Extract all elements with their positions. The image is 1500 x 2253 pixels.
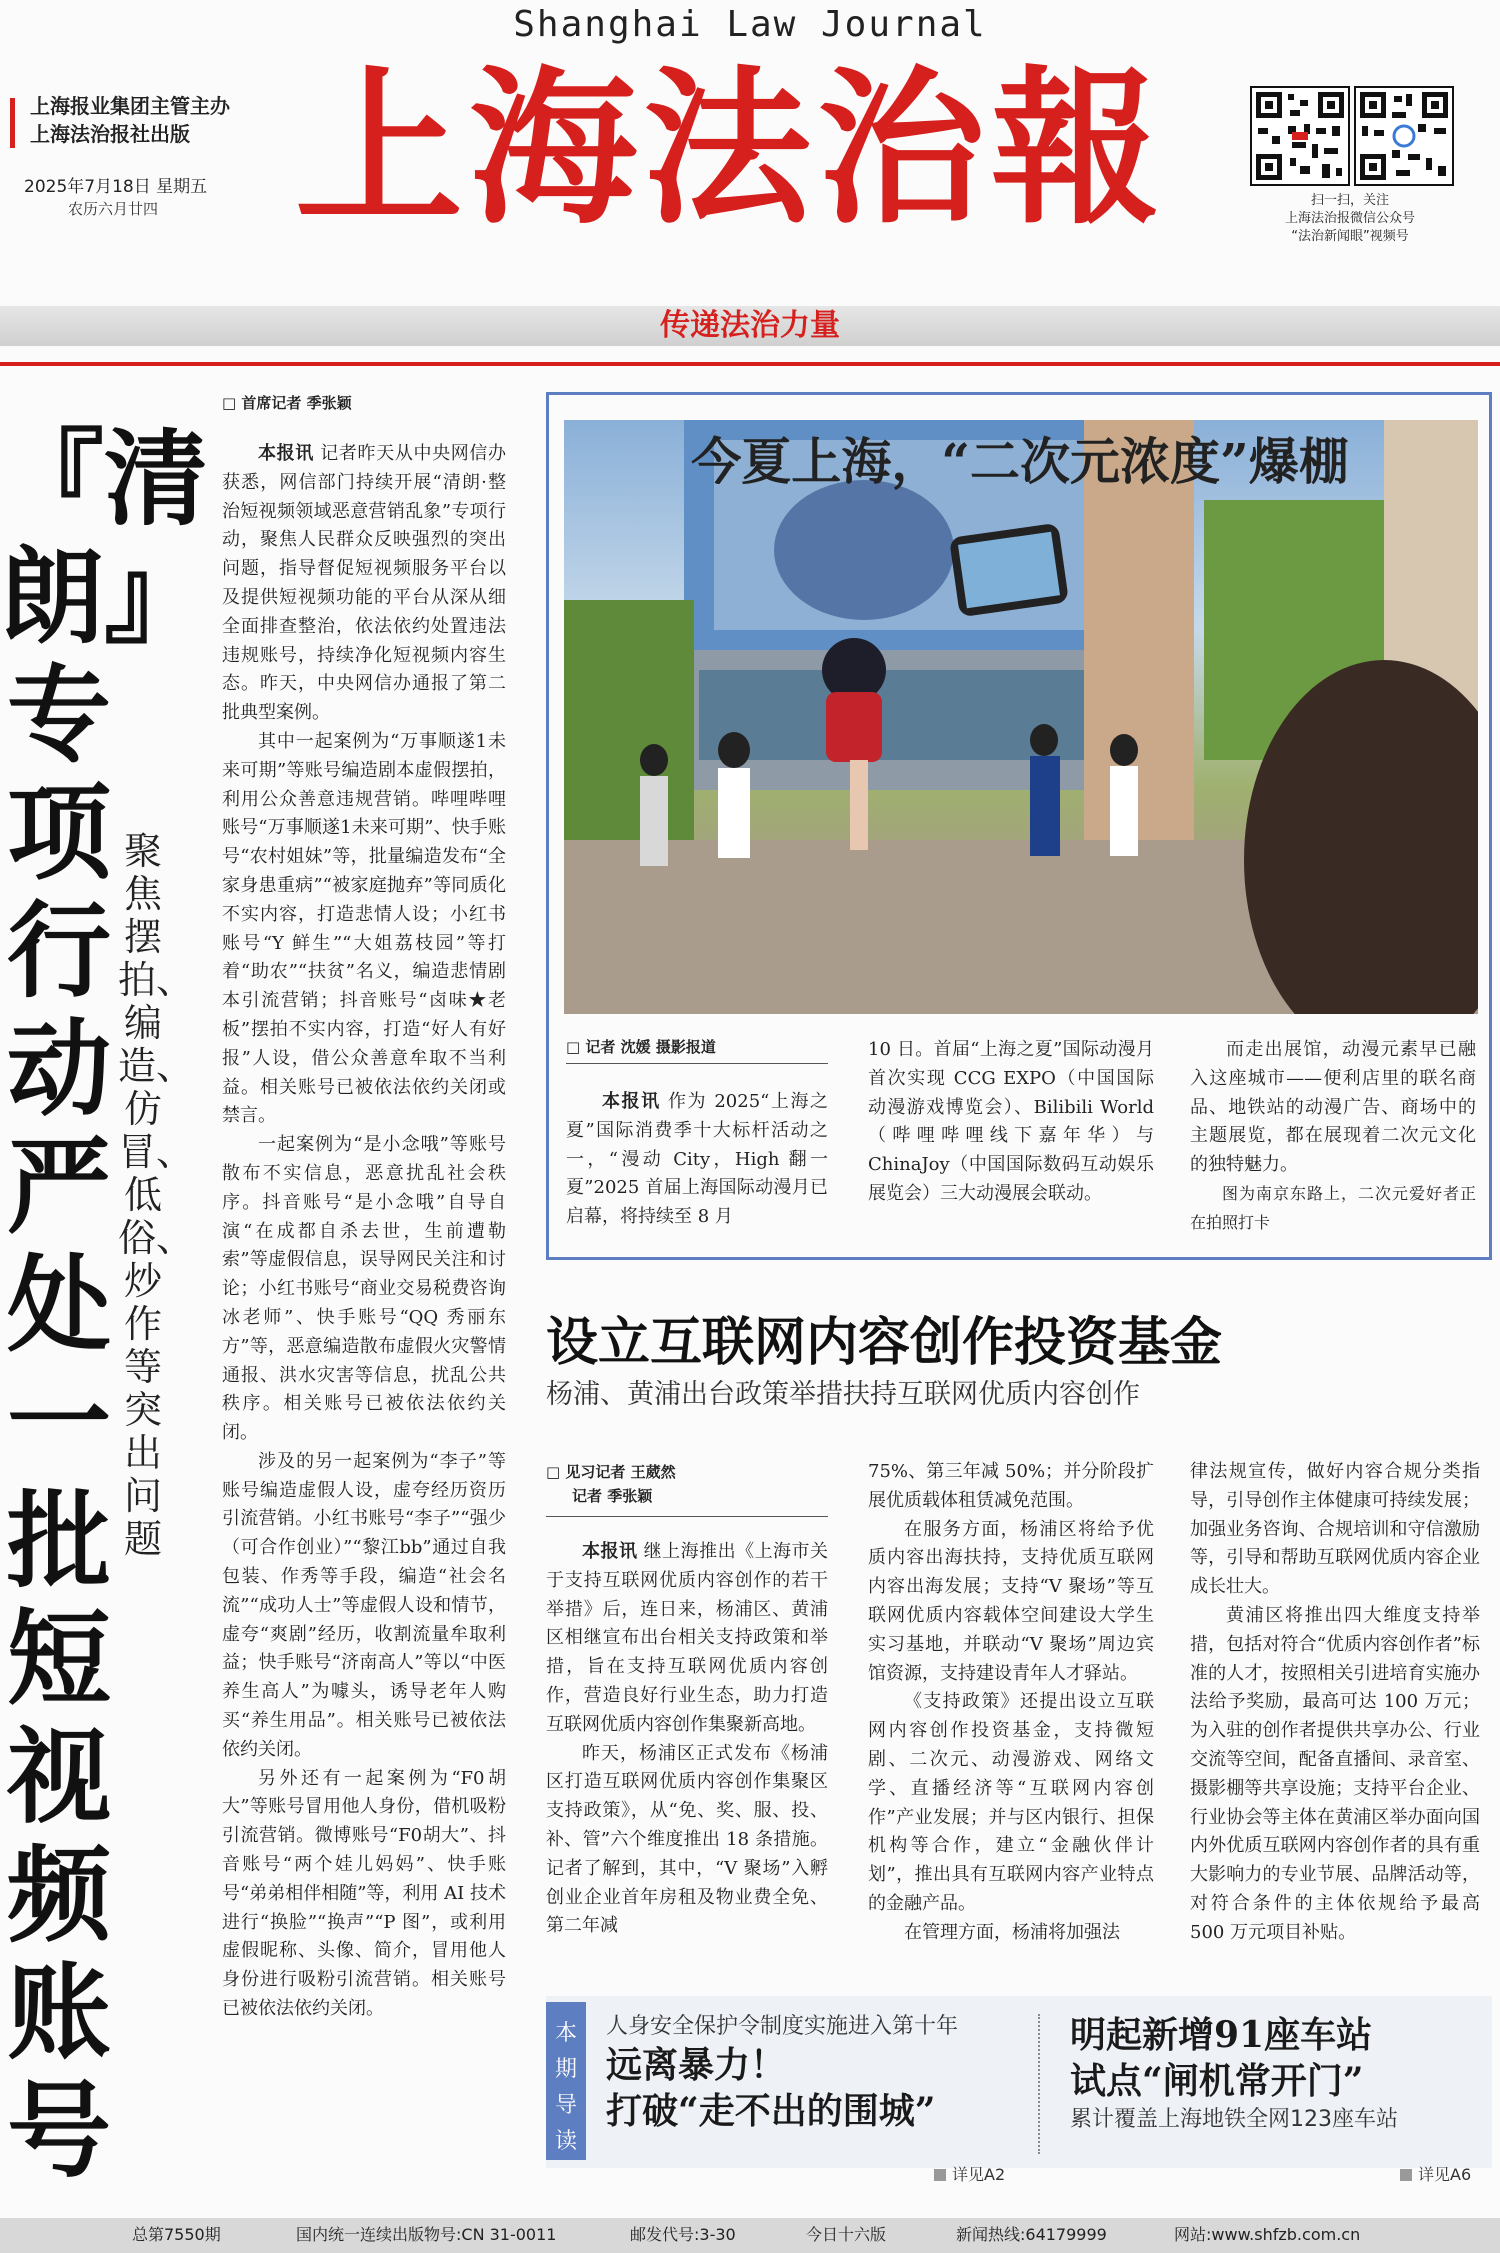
fund-col-1: 本报讯 继上海推出《上海市关于支持互联网优质内容创作的若干举措》后，连日来，杨浦区、黄浦区相继宣布出台相关支持政策和举措，旨在支持互联网优质内容创作，营造良好行业生态，助力打造互联网优质内容创作集聚新高地。 昨天，杨浦区正式发布《杨浦区打造互联网优质内容创作集聚区支持政策》，从“免、奖、服、投、补、管”六个维度推出 18 条措施。记者了解到，其中，“V 聚场”入孵创业企业首年房租及物业费全免、第二年减 <box>546 1541 829 1937</box>
fund-headline: 设立互联网内容创作投资基金 <box>546 1312 1223 1373</box>
square-icon <box>934 2169 946 2181</box>
video-channel-qr-icon[interactable] <box>1354 86 1454 186</box>
photo-story-col-2: 10 日。首届“上海之夏”国际动漫月首次实现 CCG EXPO（中国国际动漫游戏博览会）、Bilibili World（哔哩哔哩线下嘉年华）与 ChinaJoy（中国国际数码互动娱乐展览会）三大动漫展会联动。 <box>868 1039 1154 1204</box>
fund-byline: □ 见习记者 王葳然 记者 季张颖 <box>546 1463 676 1505</box>
paragraph: 另外还有一起案例为“F0胡大”等账号冒用他人身份，借机吸粉引流营销。微博账号“F0胡大”、抖音账号“两个娃儿妈妈”、快手账号“弟弟相伴相随”等，利用 AI 技术进行“换脸”“换声”“P 图”，或利用虚假昵称、头像、简介，冒用他人身份进行吸粉引流营销。相关账号已被依法依约关闭。 <box>222 1767 506 2020</box>
serial-number: 国内统一连续出版物号:CN 31-0011 <box>296 2225 557 2244</box>
byline-rule <box>566 1063 828 1064</box>
preview-tag <box>546 2002 586 2160</box>
teaser-ref-a2[interactable]: 详见A2 <box>934 2162 1005 2185</box>
photo-byline: □ 记者 沈媛 摄影报道 <box>566 1038 716 1056</box>
photo-caption: 图为南京东路上，二次元爱好者正在拍照打卡 <box>1190 1183 1476 1232</box>
masthead-title: 上海法治報 <box>295 49 1165 247</box>
website-link[interactable]: 网站:www.shfzb.com.cn <box>1174 2225 1361 2244</box>
postal-code: 邮发代号:3-30 <box>630 2225 736 2244</box>
lead-byline: □ 首席记者 季张颖 <box>222 394 352 412</box>
paragraph: 涉及的另一起案例为“李子”等账号编造虚假人设，虚夸经历资历引流营销。小红书账号“李子”“强少（可合作创业）”“黎江bb”通过自我包装、作秀等手段，编造“社会名流”“成功人士”等虚假人设和情节，虚夸“爽剧”经历，收割流量牟取利益；快手账号“济南高人”等以“中医养生高人”为噱头，诱导老年人购买“养生用品”。相关账号已被依法依约关闭。 <box>222 1450 506 1760</box>
publisher-info <box>30 92 230 148</box>
publisher-marker <box>10 98 15 148</box>
fund-subheadline: 杨浦、黄浦出台政策举措扶持互联网优质内容创作 <box>546 1379 1140 1410</box>
issue-number: 总第7550期 <box>132 2225 221 2244</box>
lead-subheadline: 聚焦摆拍、编造、仿冒、低俗、炒作等突出问题 <box>118 829 195 1561</box>
paragraph: 其中一起案例为“万事顺遂1未来可期”等账号编造剧本虚假摆拍，利用公众善意违规营销。哔哩哔哩账号“万事顺遂1未来可期”、快手账号“农村姐妹”等，批量编造发布“全家身患重病”“被家庭抛弃”等同质化不实内容，打造悲情人设；小红书账号“Y 鲜生”“大姐荔枝园”等打着“助农”“扶贫”名义，编造悲情剧本引流营销；抖音账号“卤味★老板”摆拍不实内容，打造“好人有好报”人设，借公众善意牟取不当利益。相关账号已被依法依约关闭或禁言。 <box>222 730 506 1127</box>
news-hotline: 新闻热线:64179999 <box>956 2225 1107 2244</box>
publisher-line: 上海法治报社出版 <box>30 122 190 146</box>
slogan: 传递法治力量 <box>660 308 840 343</box>
lead-headline: 『清朗』专项行动严处一批短视频账号 <box>0 417 209 2192</box>
teaser-ref-a6[interactable]: 详见A6 <box>1400 2162 1471 2185</box>
masthead-divider <box>0 362 1500 366</box>
byline-rule <box>546 1516 828 1517</box>
english-title: Shanghai Law Journal <box>513 4 987 45</box>
teaser-protection-order[interactable]: 人身安全保护令制度实施进入第十年 远离暴力！ 打破“走不出的围城” <box>606 2014 959 2132</box>
preview-tag-text: 本期导读 <box>555 2021 578 2154</box>
publisher-line: 上海报业集团主管主办 <box>30 94 230 118</box>
lunar-date: 农历六月廿四 <box>68 200 159 218</box>
issue-date: 2025年7月18日 星期五 <box>24 177 208 197</box>
paragraph: 一起案例为“是小念哦”等账号散布不实信息，恶意扰乱社会秩序。抖音账号“是小念哦”自导自演“在成都自杀去世，生前遭勒索”等虚假信息，误导网民关注和讨论；小红书账号“商业交易税费咨询冰老师”、快手账号“QQ 秀丽东方”等，恶意编造散布虚假火灾警情通报、洪水灾害等信息，扰乱公共秩序。相关账号已被依法依约关闭。 <box>222 1134 506 1444</box>
anime-photo <box>564 420 1478 1014</box>
fund-col-2: 75%、第三年减 50%；并分阶段扩展优质载体租赁减免范围。 在服务方面，杨浦区将给予优质内容出海扶持，支持优质互联网内容出海发展；支持“V 聚场”等互联网优质内容载体空间建设大学生实习基地，并联动“V 聚场”周边宾馆资源，支持建设青年人才驿站。 《支持政策》还提出设立互联网内容创作投资基金，支持微短剧、二次元、动漫游戏、网络文学、直播经济等“互联网内容创作”产业发展；并与区内银行、担保机构等合作，建立“金融伙伴计划”，推出具有互联网内容产业特点的金融产品。 在管理方面，杨浦将加强法 <box>868 1461 1154 1943</box>
fund-col-3: 律法规宣传，做好内容合规分类指导，引导创作主体健康可持续发展；加强业务咨询、合规培训和守信激励等，引导和帮助互联网优质内容企业成长壮大。 黄浦区将推出四大维度支持举措，包括对符合“优质内容创作者”标准的人才，按照相关引进培育实施办法给予奖励，最高可达 100 万元；为入驻的创作者提供共享办公、行业交流等空间，配备直播间、录音室、摄影棚等共享设施；支持平台企业、行业协会等主体在黄浦区举办面向国内外优质互联网内容创作者的具有重大影响力的专业节展、品牌活动等，对符合条件的主体依规给予最高 500 万元项目补贴。 <box>1190 1461 1480 1943</box>
page-count: 今日十六版 <box>806 2225 887 2244</box>
qr-caption: 扫一扫，关注 上海法治报微信公众号 “法治新闻眼”视频号 <box>1284 193 1415 244</box>
teaser-metro-gates[interactable]: 明起新增91座车站 试点“闸机常开门” 累计覆盖上海地铁全网123座车站 <box>1070 2014 1398 2132</box>
photo-story-col-1: 本报讯 作为 2025“上海之夏”国际消费季十大标杆活动之一，“漫动 City，High 翻一夏”2025 首届上海国际动漫月已启幕，将持续至 8 月 <box>566 1091 829 1228</box>
wechat-qr-icon[interactable] <box>1250 86 1350 186</box>
teaser-divider <box>1038 2014 1042 2154</box>
lead-body: 本报讯 记者昨天从中央网信办获悉，网信部门持续开展“清朗·整治短视频领域恶意营销乱象”专项行动，聚焦人民群众反映强烈的突出问题，指导督促短视频服务平台以及提供短视频功能的平台从深从细全面排查整治，依法依约处置违法违规账号，持续净化短视频内容生态。昨天，中央网信办通报了第二批典型案例。 其中一起案例为“万事顺遂1未来可期”等账号编造剧本虚假摆拍，利用公众善意违规营销。哔哩哔哩账号“万事顺遂1未来可期”、快手账号“农村姐妹”等，批量编造发布“全家身患重病”“被家庭抛弃”等同质化不实内容，打造悲情人设；小红书账号“Y 鲜生”“大姐荔枝园”等打着“助农”“扶贫”名义，编造悲情剧本引流营销；抖音账号“卤味★老板”摆拍不实内容，打造“好人有好报”人设，借公众善意牟取不当利益。相关账号已被依法依约关闭或禁言。 一起案例为“是小念哦”等账号散布不实信息，恶意扰乱社会秩序。抖音账号“是小念哦”自导自演“在成都自杀去世，生前遭勒索”等虚假信息，误导网民关注和讨论；小红书账号“商业交易税费咨询冰老师”、快手账号“QQ 秀丽东方”等，恶意编造散布虚假火灾警情通报、洪水灾害等信息，扰乱公共秩序。相关账号已被依法依约关闭。 涉及的另一起案例为“李子”等账号编造虚假人设，虚夸经历资历引流营销。小红书账号“李子”“强少（可合作创业）”“黎江bb”通过自我包装、作秀等手段，编造“社会名流”“成功人士”等虚假人设和情节，虚夸“爽剧”经历，收割流量牟取利益；快手账号“济南高人”等以“中医养生高人”为噱头，诱导老年人购买“养生用品”。相关账号已被依法依约关闭。 另外还有一起案例为“F0胡大”等账号冒用他人身份，借机吸粉引流营销。微博账号“F0胡大”、抖音账号“两个娃儿妈妈”、快手账号“弟弟相伴相随”等，利用 AI 技术进行“换脸”“换声”“P 图”，或利用虚假昵称、头像、简介，冒用他人身份进行吸粉引流营销。相关账号已被依法依约关闭。 <box>222 440 506 2170</box>
photo-headline: 今夏上海，“二次元浓度”爆棚 <box>691 432 1349 491</box>
photo-story-col-3: 而走出展馆，动漫元素早已融入这座城市——便利店里的联名商品、地铁站的动漫广告、商场中的主题展览，都在展现着二次元文化的独特魅力。 图为南京东路上，二次元爱好者正在拍照打卡 <box>1190 1036 1476 1238</box>
square-icon <box>1400 2169 1412 2181</box>
